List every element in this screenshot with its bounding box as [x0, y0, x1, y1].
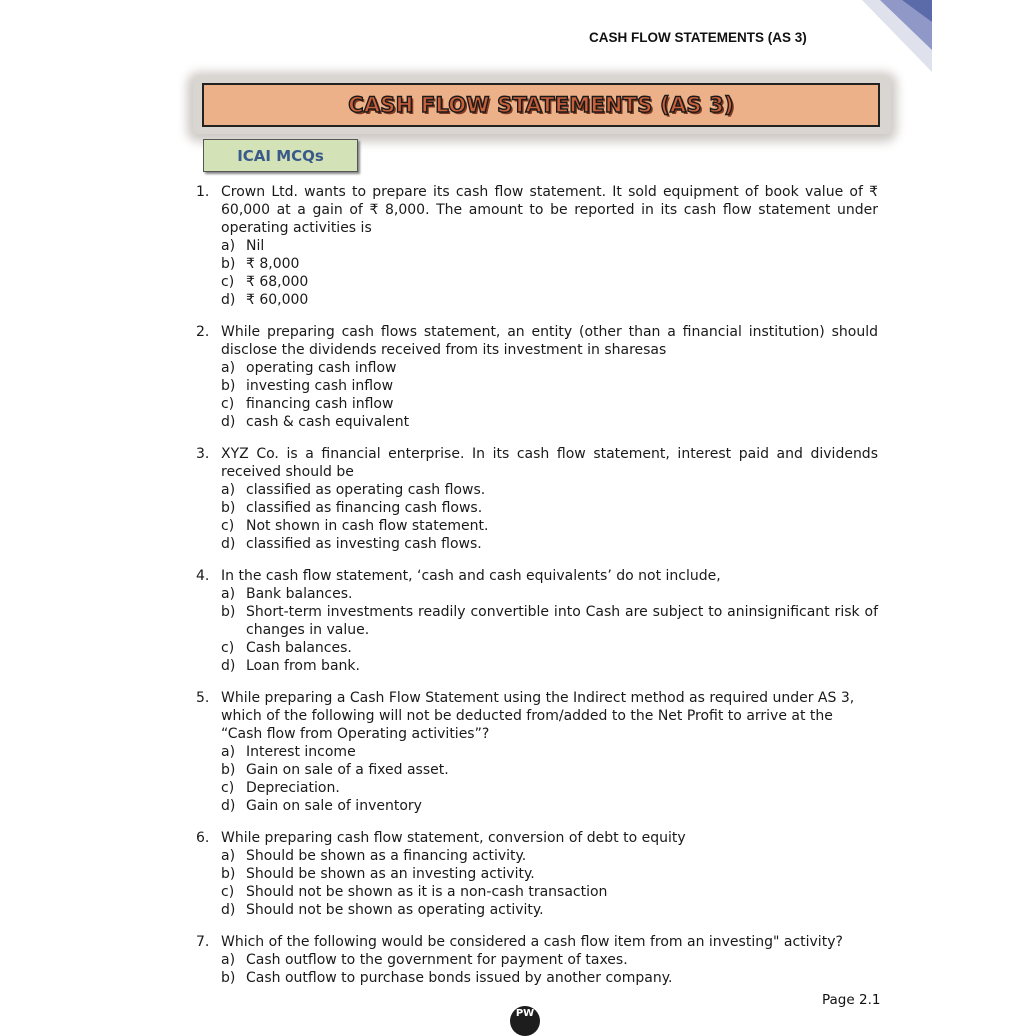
answer-option — [221, 901, 878, 919]
option-text: ₹ 60,000 — [246, 292, 309, 308]
answer-option — [221, 883, 878, 901]
answer-option — [221, 255, 878, 273]
question-text: While preparing a Cash Flow Statement using the Indirect method as required under AS 3, which of the following will not be deducted from/added to the Net Profit to arrive at the “Cash flow from Operating activities”? — [221, 690, 855, 742]
option-key: d) — [221, 292, 236, 308]
question-text: Which of the following would be considered a cash flow item from an investing" activity? — [221, 934, 843, 950]
answer-option — [221, 865, 878, 883]
answer-option — [221, 273, 878, 291]
option-text: Should be shown as an investing activity. — [246, 866, 535, 882]
answer-option — [221, 413, 878, 431]
option-text: cash & cash equivalent — [246, 414, 410, 430]
option-text: Not shown in cash flow statement. — [246, 518, 489, 534]
option-key: d) — [221, 798, 236, 814]
answer-option — [221, 499, 878, 517]
option-text: Interest income — [246, 744, 356, 760]
running-header: CASH FLOW STATEMENTS (AS 3) — [589, 30, 807, 45]
answer-option — [221, 639, 878, 657]
question-text: In the cash flow statement, ‘cash and cash equivalents’ do not include, — [221, 568, 721, 584]
title-banner — [202, 83, 880, 127]
question-number: 7. — [196, 934, 210, 950]
question-number: 1. — [196, 184, 210, 200]
answer-option — [221, 951, 878, 969]
question — [196, 323, 878, 431]
option-key: b) — [221, 500, 236, 516]
question-text: Crown Ltd. wants to prepare its cash flow statement. It sold equipment of book value of ₹ 60,000 at a gain of ₹ 8,000. The amount to be reported in its cash flow statement under operating activities is — [221, 184, 878, 236]
option-text: financing cash inflow — [246, 396, 394, 412]
option-text: classified as investing cash flows. — [246, 536, 482, 552]
option-text: Should not be shown as operating activity. — [246, 902, 544, 918]
answer-option — [221, 535, 878, 553]
option-text: Cash outflow to purchase bonds issued by another company. — [246, 970, 673, 986]
option-key: d) — [221, 414, 236, 430]
answer-option — [221, 779, 878, 797]
answer-option — [221, 603, 878, 639]
answer-option — [221, 291, 878, 309]
option-text: investing cash inflow — [246, 378, 394, 394]
question-text: XYZ Co. is a financial enterprise. In its cash flow statement, interest paid and dividends received should be — [221, 446, 878, 480]
question-number: 6. — [196, 830, 210, 846]
option-text: operating cash inflow — [246, 360, 397, 376]
answer-option — [221, 847, 878, 865]
option-text: Cash outflow to the government for payment of taxes. — [246, 952, 628, 968]
option-text: classified as financing cash flows. — [246, 500, 483, 516]
option-key: c) — [221, 274, 235, 290]
page-number: Page 2.1 — [822, 992, 881, 1008]
corner-decoration-icon — [862, 0, 932, 72]
answer-option — [221, 969, 878, 987]
option-key: b) — [221, 762, 236, 778]
answer-option — [221, 743, 878, 761]
question — [196, 829, 878, 919]
option-key: a) — [221, 360, 236, 376]
option-key: c) — [221, 884, 235, 900]
option-key: b) — [221, 970, 236, 986]
page-title: CASH FLOW STATEMENTS (AS 3) — [348, 93, 734, 117]
answer-option — [221, 585, 878, 603]
option-key: a) — [221, 744, 236, 760]
answer-option — [221, 395, 878, 413]
option-text: Cash balances. — [246, 640, 352, 656]
option-text: ₹ 8,000 — [246, 256, 300, 272]
option-key: b) — [221, 604, 236, 620]
option-key: b) — [221, 378, 236, 394]
question-text: While preparing cash flows statement, an entity (other than a financial institution) should disclose the dividends received from its investment in sharesas — [221, 324, 878, 358]
answer-option — [221, 761, 878, 779]
option-text: Gain on sale of a fixed asset. — [246, 762, 449, 778]
question — [196, 689, 878, 815]
option-key: a) — [221, 848, 236, 864]
question-number: 5. — [196, 690, 210, 706]
option-key: a) — [221, 952, 236, 968]
question — [196, 567, 878, 675]
option-text: Short-term investments readily convertible into Cash are subject to aninsignificant risk of changes in value. — [246, 604, 878, 638]
option-text: ₹ 68,000 — [246, 274, 309, 290]
option-key: c) — [221, 640, 235, 656]
option-text: classified as operating cash flows. — [246, 482, 486, 498]
answer-option — [221, 517, 878, 535]
option-text: Bank balances. — [246, 586, 353, 602]
question — [196, 183, 878, 309]
option-key: d) — [221, 902, 236, 918]
question-number: 2. — [196, 324, 210, 340]
option-text: Nil — [246, 238, 265, 254]
option-text: Should be shown as a financing activity. — [246, 848, 527, 864]
option-key: a) — [221, 238, 236, 254]
title-banner-frame — [193, 76, 891, 134]
section-badge: ICAI MCQs — [203, 139, 358, 172]
option-key: d) — [221, 658, 236, 674]
question-text: While preparing cash flow statement, conversion of debt to equity — [221, 830, 686, 846]
answer-option — [221, 237, 878, 255]
answer-option — [221, 657, 878, 675]
option-key: c) — [221, 396, 235, 412]
option-key: c) — [221, 780, 235, 796]
question — [196, 445, 878, 553]
option-text: Should not be shown as it is a non-cash transaction — [246, 884, 608, 900]
option-key: b) — [221, 866, 236, 882]
option-text: Gain on sale of inventory — [246, 798, 422, 814]
option-text: Depreciation. — [246, 780, 340, 796]
option-key: d) — [221, 536, 236, 552]
option-key: a) — [221, 482, 236, 498]
question-number: 3. — [196, 446, 210, 462]
option-key: b) — [221, 256, 236, 272]
mcq-list — [196, 183, 878, 1001]
answer-option — [221, 797, 878, 815]
option-key: c) — [221, 518, 235, 534]
answer-option — [221, 359, 878, 377]
publisher-logo-icon: PW — [510, 1006, 540, 1036]
question-number: 4. — [196, 568, 210, 584]
option-text: Loan from bank. — [246, 658, 360, 674]
answer-option — [221, 481, 878, 499]
option-key: a) — [221, 586, 236, 602]
question — [196, 933, 878, 987]
answer-option — [221, 377, 878, 395]
